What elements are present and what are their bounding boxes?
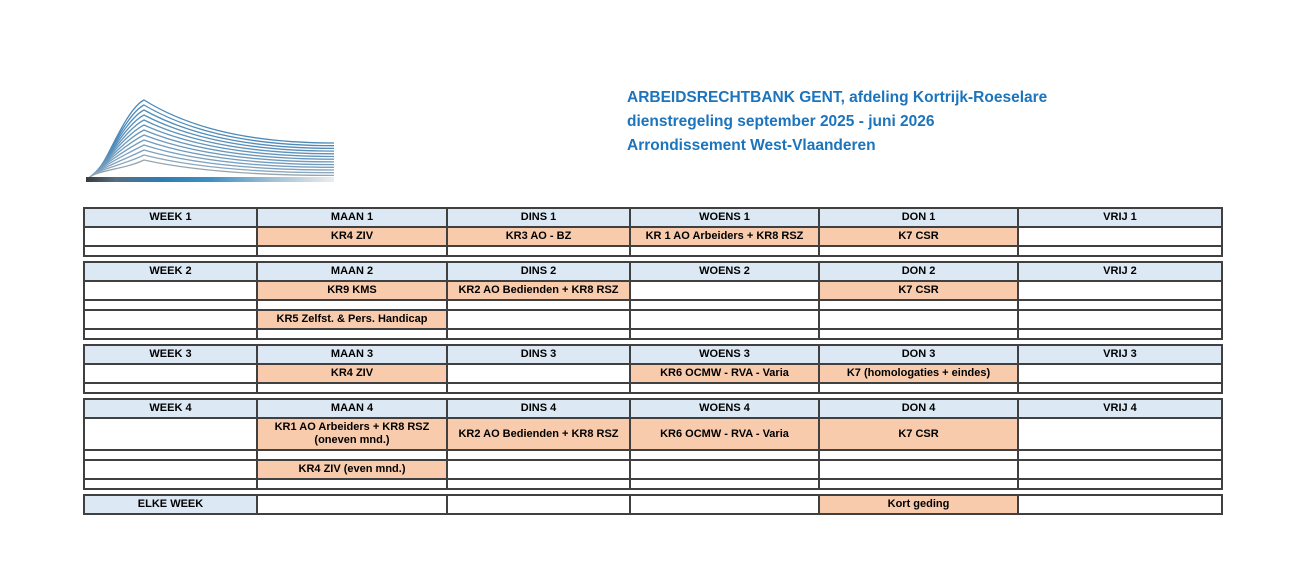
- empty-cell: [257, 246, 447, 256]
- title-line-2: dienstregeling september 2025 - juni 2026: [627, 113, 935, 130]
- day-header-cell: DINS 1: [447, 208, 630, 227]
- week-label-cell: [84, 310, 257, 329]
- empty-cell: [819, 246, 1018, 256]
- day-header-cell: VRIJ 4: [1018, 399, 1222, 418]
- empty-cell: [447, 246, 630, 256]
- schedule-cell: [1018, 364, 1222, 383]
- schedule-row: [84, 300, 1222, 310]
- logo-curve: [96, 110, 334, 172]
- empty-cell: [1018, 300, 1222, 310]
- schedule-cell: KR2 AO Bedienden + KR8 RSZ: [447, 418, 630, 450]
- schedule-row: [84, 281, 1222, 300]
- schedule-cell: Kort geding: [819, 495, 1018, 514]
- schedule-cell: [447, 495, 630, 514]
- day-header-cell: DON 2: [819, 262, 1018, 281]
- block-week-2: [83, 261, 1223, 340]
- schedule-row: [84, 227, 1222, 246]
- empty-cell: [84, 383, 257, 393]
- empty-cell: [257, 329, 447, 339]
- empty-cell: [630, 450, 819, 460]
- week-label-cell: [84, 460, 257, 479]
- schedule-cell: [1018, 281, 1222, 300]
- empty-cell: [630, 246, 819, 256]
- day-header-cell: DON 4: [819, 399, 1018, 418]
- schedule-cell: [447, 460, 630, 479]
- week-label-cell: WEEK 3: [84, 345, 257, 364]
- schedule-cell: KR 1 AO Arbeiders + KR8 RSZ: [630, 227, 819, 246]
- schedule-cell: KR4 ZIV: [257, 364, 447, 383]
- document-title: [627, 86, 1187, 158]
- schedule-cell: K7 (homologaties + eindes): [819, 364, 1018, 383]
- empty-cell: [447, 450, 630, 460]
- schedule-cell: KR4 ZIV: [257, 227, 447, 246]
- empty-cell: [84, 246, 257, 256]
- week-label-cell: [84, 364, 257, 383]
- block-elke-week: [83, 494, 1223, 515]
- day-header-cell: MAAN 2: [257, 262, 447, 281]
- schedule-cell: [257, 495, 447, 514]
- week-header-row: [84, 345, 1222, 364]
- schedule-cell: [630, 281, 819, 300]
- empty-cell: [447, 300, 630, 310]
- empty-cell: [819, 383, 1018, 393]
- title-line-3: Arrondissement West-Vlaanderen: [627, 137, 876, 154]
- schedule-row: [84, 246, 1222, 256]
- schedule-cell: KR6 OCMW - RVA - Varia: [630, 364, 819, 383]
- empty-cell: [84, 329, 257, 339]
- day-header-cell: WOENS 3: [630, 345, 819, 364]
- day-header-cell: WOENS 2: [630, 262, 819, 281]
- day-header-cell: DINS 2: [447, 262, 630, 281]
- day-header-cell: VRIJ 1: [1018, 208, 1222, 227]
- empty-cell: [630, 300, 819, 310]
- schedule-row: [84, 310, 1222, 329]
- empty-cell: [257, 450, 447, 460]
- empty-cell: [1018, 479, 1222, 489]
- day-header-cell: DON 3: [819, 345, 1018, 364]
- empty-cell: [1018, 450, 1222, 460]
- schedule-cell: KR9 KMS: [257, 281, 447, 300]
- block-week-3: [83, 344, 1223, 394]
- empty-cell: [630, 479, 819, 489]
- empty-cell: [630, 329, 819, 339]
- week-label-cell: WEEK 1: [84, 208, 257, 227]
- week-label-cell: WEEK 4: [84, 399, 257, 418]
- week-header-row: [84, 208, 1222, 227]
- day-header-cell: DINS 4: [447, 399, 630, 418]
- empty-cell: [819, 479, 1018, 489]
- schedule-cell: [1018, 495, 1222, 514]
- schedule-cell: K7 CSR: [819, 418, 1018, 450]
- schedule-cell: KR6 OCMW - RVA - Varia: [630, 418, 819, 450]
- day-header-cell: MAAN 3: [257, 345, 447, 364]
- block-week-1: [83, 207, 1223, 257]
- schedule-cell: [819, 310, 1018, 329]
- week-label-cell: WEEK 2: [84, 262, 257, 281]
- empty-cell: [257, 383, 447, 393]
- empty-cell: [447, 329, 630, 339]
- schedule-cell: K7 CSR: [819, 281, 1018, 300]
- empty-cell: [1018, 246, 1222, 256]
- week-header-row: [84, 399, 1222, 418]
- schedule-table: [83, 207, 1221, 519]
- schedule-cell: [630, 460, 819, 479]
- schedule-row: [84, 460, 1222, 479]
- logo-base-bar: [86, 177, 334, 182]
- day-header-cell: WOENS 1: [630, 208, 819, 227]
- empty-cell: [447, 479, 630, 489]
- day-header-cell: DINS 3: [447, 345, 630, 364]
- empty-cell: [257, 300, 447, 310]
- block-week-4: [83, 398, 1223, 490]
- day-header-cell: WOENS 4: [630, 399, 819, 418]
- week-label-cell: [84, 227, 257, 246]
- schedule-cell: [1018, 418, 1222, 450]
- schedule-cell: [1018, 227, 1222, 246]
- day-header-cell: DON 1: [819, 208, 1018, 227]
- schedule-row: [84, 383, 1222, 393]
- day-header-cell: MAAN 1: [257, 208, 447, 227]
- schedule-row: [84, 450, 1222, 460]
- schedule-row: [84, 329, 1222, 339]
- empty-cell: [1018, 383, 1222, 393]
- empty-cell: [819, 329, 1018, 339]
- schedule-cell: KR5 Zelfst. & Pers. Handicap: [257, 310, 447, 329]
- title-line-1: ARBEIDSRECHTBANK GENT, afdeling Kortrijk-Roeselare: [627, 89, 1048, 106]
- schedule-cell: KR1 AO Arbeiders + KR8 RSZ (oneven mnd.): [257, 418, 447, 450]
- schedule-cell: KR4 ZIV (even mnd.): [257, 460, 447, 479]
- schedule-cell: [819, 460, 1018, 479]
- empty-cell: [84, 450, 257, 460]
- empty-cell: [630, 383, 819, 393]
- week-label-cell: [84, 418, 257, 450]
- empty-cell: [84, 479, 257, 489]
- schedule-row: [84, 495, 1222, 514]
- empty-cell: [819, 450, 1018, 460]
- schedule-cell: KR2 AO Bedienden + KR8 RSZ: [447, 281, 630, 300]
- empty-cell: [447, 383, 630, 393]
- schedule-cell: [630, 495, 819, 514]
- schedule-cell: [447, 310, 630, 329]
- schedule-row: [84, 418, 1222, 450]
- schedule-cell: K7 CSR: [819, 227, 1018, 246]
- empty-cell: [257, 479, 447, 489]
- day-header-cell: VRIJ 3: [1018, 345, 1222, 364]
- empty-cell: [819, 300, 1018, 310]
- week-label-cell: ELKE WEEK: [84, 495, 257, 514]
- schedule-cell: [630, 310, 819, 329]
- empty-cell: [1018, 329, 1222, 339]
- day-header-cell: MAAN 4: [257, 399, 447, 418]
- empty-cell: [84, 300, 257, 310]
- schedule-row: [84, 479, 1222, 489]
- schedule-cell: [447, 364, 630, 383]
- day-header-cell: VRIJ 2: [1018, 262, 1222, 281]
- schedule-cell: KR3 AO - BZ: [447, 227, 630, 246]
- court-logo: [84, 86, 340, 186]
- week-header-row: [84, 262, 1222, 281]
- schedule-cell: [1018, 460, 1222, 479]
- schedule-cell: [1018, 310, 1222, 329]
- week-label-cell: [84, 281, 257, 300]
- schedule-row: [84, 364, 1222, 383]
